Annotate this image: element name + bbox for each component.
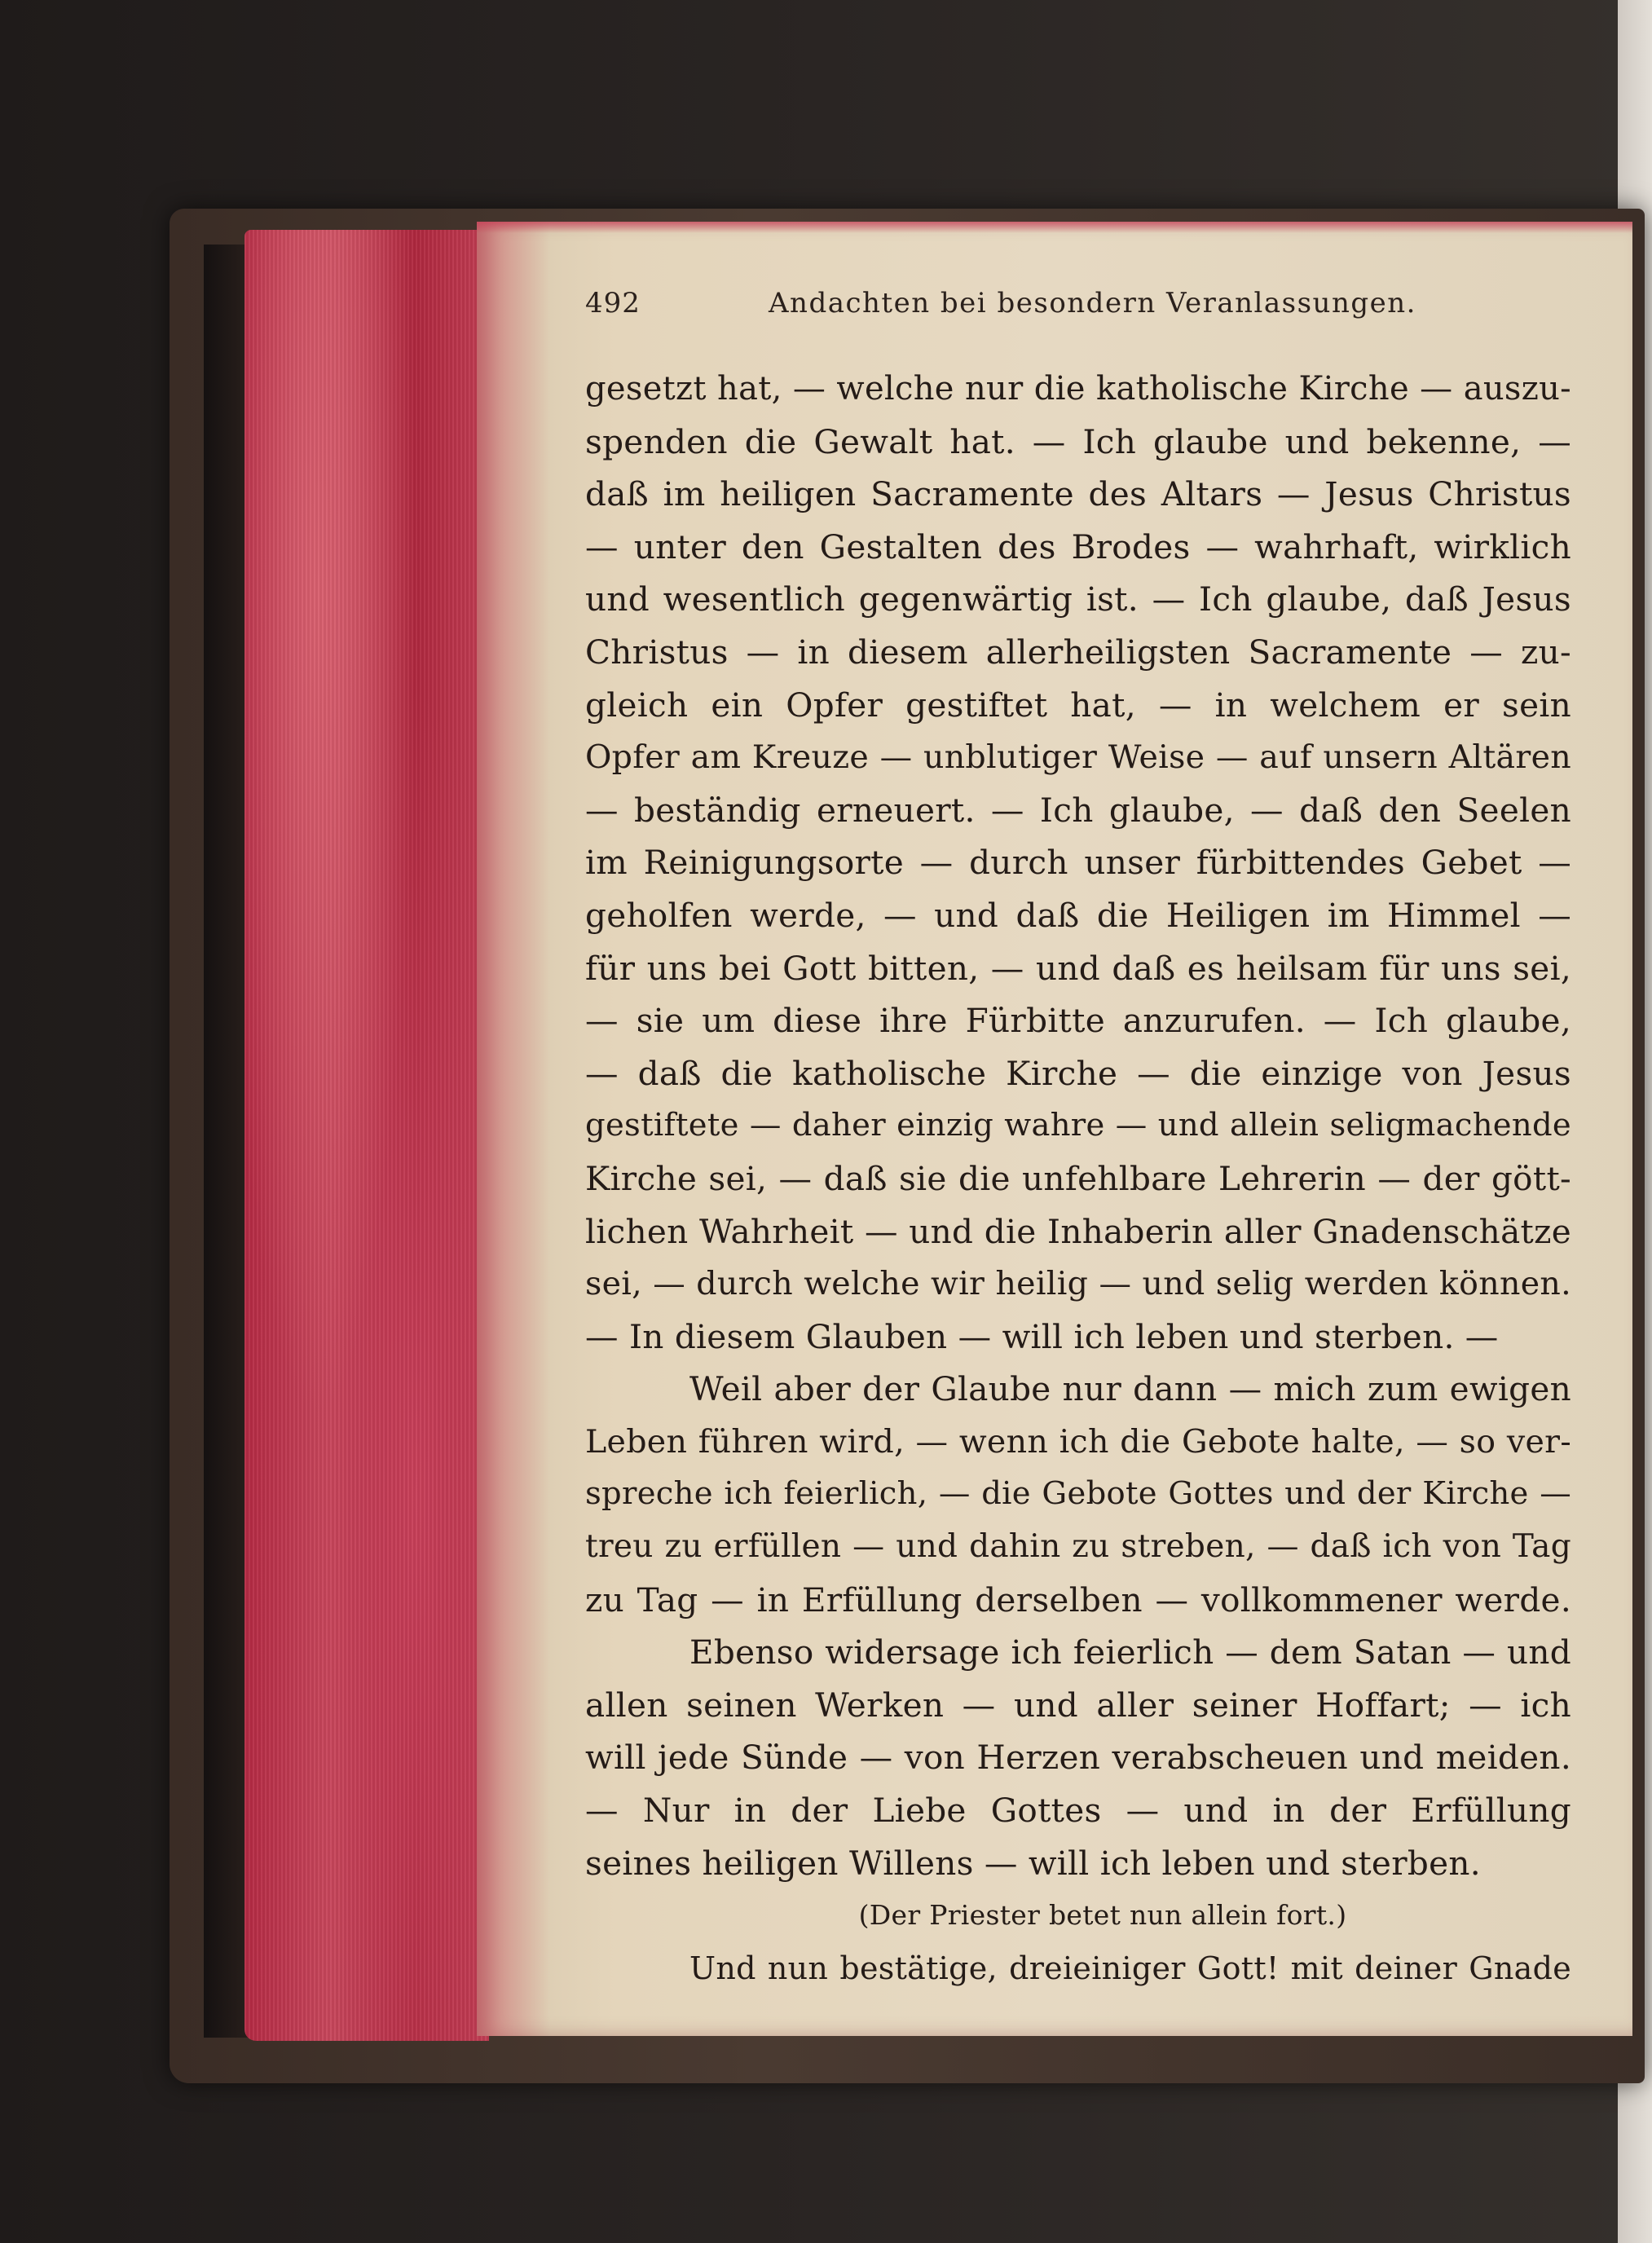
text-line: gleich ein Opfer gestiftet hat, — in welchem er sein — [585, 685, 1571, 725]
text-line: Christus — in diesem allerheiligsten Sacramente — zu- — [585, 632, 1571, 672]
text-line: seines heiligen Willens — will ich leben und sterben. — [585, 1843, 1481, 1883]
text-line: treu zu erfüllen — und dahin zu streben, — daß ich von Tag — [585, 1528, 1571, 1566]
paragraph-start-line: Und nun bestätige, dreieiniger Gott! mit deiner Gnade — [689, 1950, 1571, 1986]
text-line: spenden die Gewalt hat. — Ich glaube und bekenne, — — [585, 421, 1571, 461]
text-line: allen seinen Werken — und aller seiner Hoffart; — ich — [585, 1685, 1571, 1725]
page-top-edge — [477, 222, 1632, 233]
text-line: spreche ich feierlich, — die Gebote Gottes und der Kirche — — [585, 1475, 1571, 1513]
page-gutter-tint — [477, 222, 550, 2036]
text-line: — Nur in der Liebe Gottes — und in der Erfüllung — [585, 1791, 1571, 1831]
text-line: — In diesem Glauben — will ich leben und sterben. — — [585, 1316, 1499, 1356]
text-line: gestiftete — daher einzig wahre — und allein seligmachende — [585, 1107, 1571, 1144]
text-line: lichen Wahrheit — und die Inhaberin aller Gnadenschätze — [585, 1211, 1571, 1251]
text-line: — beständig erneuert. — Ich glaube, — daß den Seelen — [585, 790, 1571, 830]
text-line: geholfen werde, — und daß die Heiligen im Himmel — — [585, 895, 1571, 935]
text-line: will jede Sünde — von Herzen verabscheuen und meiden. — [585, 1738, 1571, 1778]
red-page-edges — [244, 230, 489, 2041]
running-title: Andachten bei besondern Veranlassungen. — [769, 287, 1416, 319]
text-line: Kirche sei, — daß sie die unfehlbare Lehrerin — der gött- — [585, 1158, 1571, 1198]
text-line: zu Tag — in Erfüllung derselben — vollkommener werde. — [585, 1580, 1571, 1619]
text-line: Leben führen wird, — wenn ich die Gebote halte, — so ver- — [585, 1422, 1571, 1461]
text-line: im Reinigungsorte — durch unser fürbittendes Gebet — — [585, 843, 1571, 883]
running-head — [585, 287, 1563, 329]
text-line: — sie um diese ihre Fürbitte anzurufen. — Ich glaube, — [585, 1001, 1571, 1041]
text-line: für uns bei Gott bitten, — und daß es heilsam für uns sei, — [585, 948, 1571, 988]
body-text — [585, 363, 1571, 1994]
text-line: daß im heiligen Sacramente des Altars — Jesus Christus — [585, 474, 1571, 514]
text-line: — unter den Gestalten des Brodes — wahrhaft, wirklich — [585, 527, 1571, 566]
text-line: Opfer am Kreuze — unblutiger Weise — auf unsern Altären — [585, 738, 1571, 777]
rubric-note: (Der Priester betet nun allein fort.) — [858, 1899, 1347, 1932]
text-line: gesetzt hat, — welche nur die katholische Kirche — auszu- — [585, 370, 1571, 408]
paragraph-start-line: Weil aber der Glaube nur dann — mich zum ewigen — [689, 1369, 1571, 1409]
page-number: 492 — [585, 287, 641, 319]
text-line: — daß die katholische Kirche — die einzige von Jesus — [585, 1053, 1571, 1093]
paragraph-start-line: Ebenso widersage ich feierlich — dem Satan — und — [689, 1633, 1571, 1672]
text-line: sei, — durch welche wir heilig — und selig werden können. — [585, 1265, 1571, 1303]
text-line: und wesentlich gegenwärtig ist. — Ich glaube, daß Jesus — [585, 579, 1571, 619]
